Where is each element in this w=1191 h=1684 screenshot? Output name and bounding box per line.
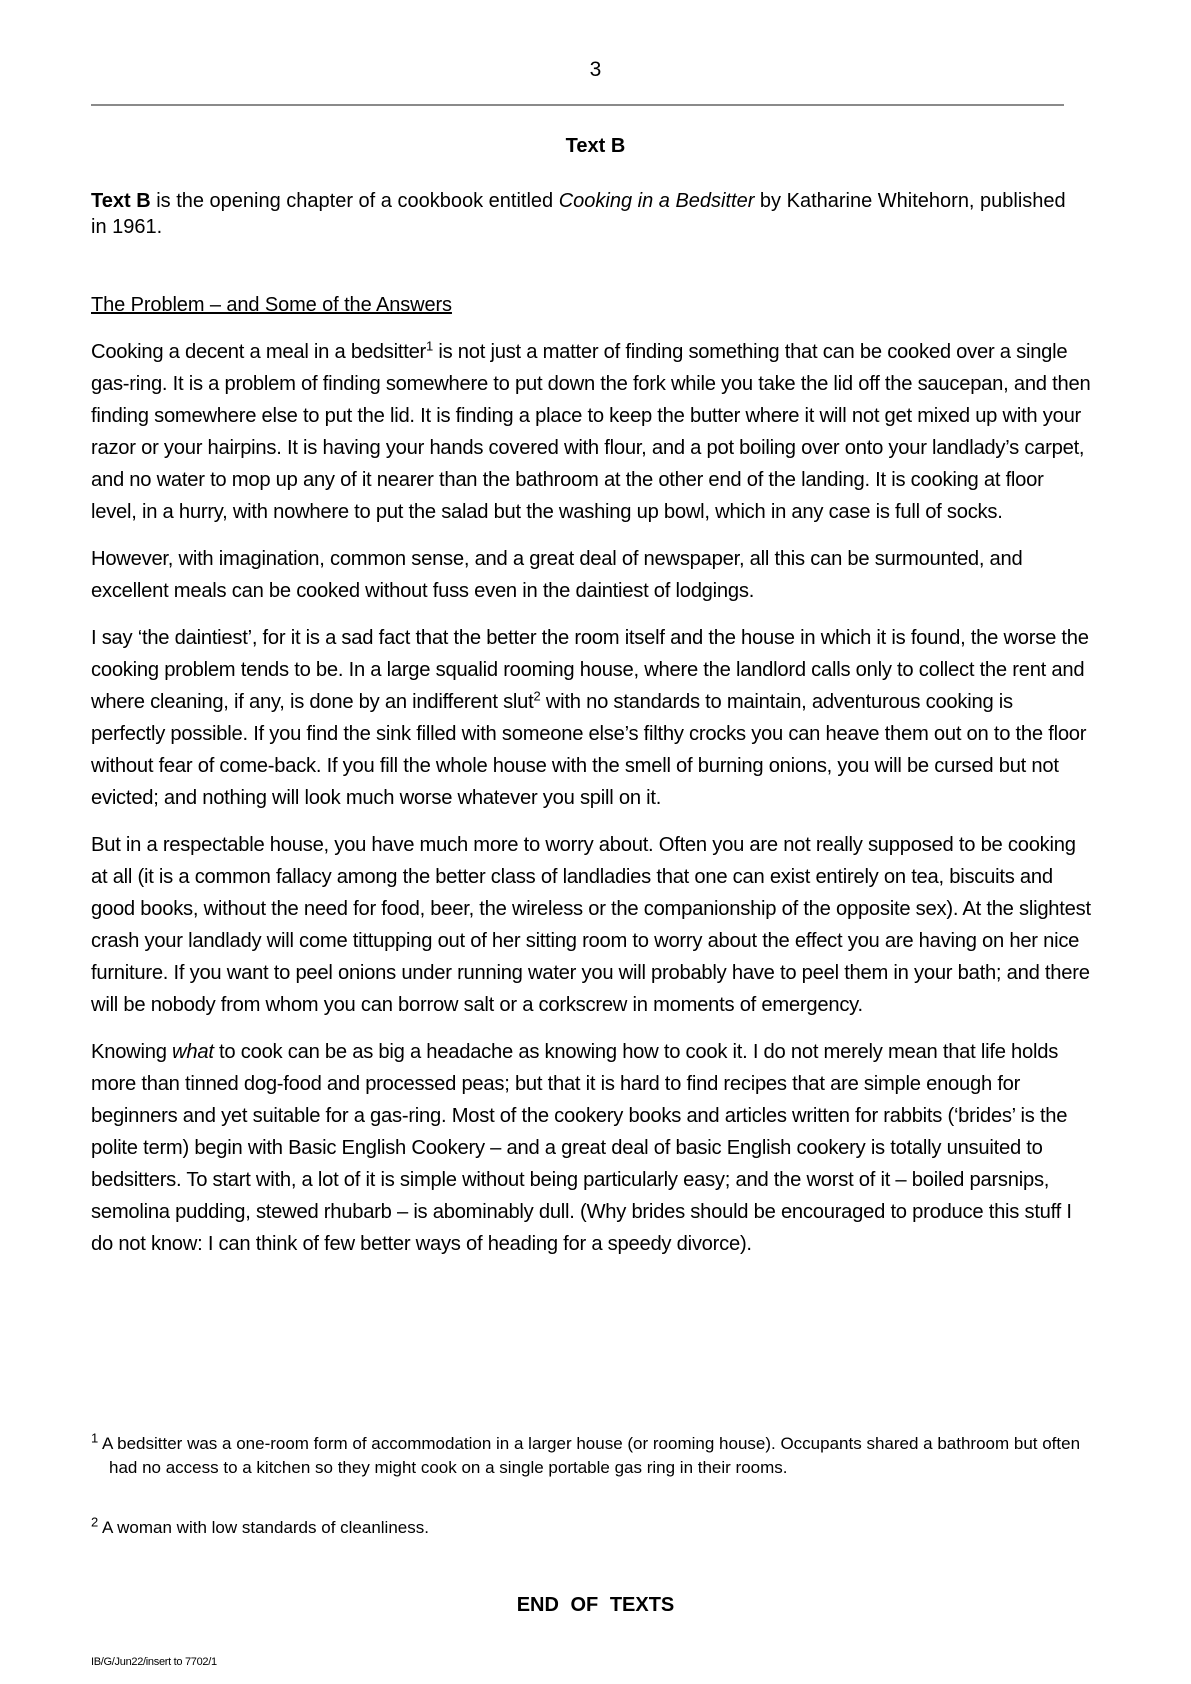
- footnote-ref-1: 1: [426, 338, 434, 354]
- intro-text-1: is the opening chapter of a cookbook entitled: [150, 190, 559, 212]
- footnote-text-2: A woman with low standards of cleanliness.: [98, 1518, 429, 1537]
- p3-text-b: with no standards to maintain, adventurous cooking is perfectly possible. If you find the sink filled with someone else’s filthy crocks you can heave them out on to the floor without fear of come-back. If you fill the whole house with the smell of burning onions, you will be cursed but not evicted; and nothing will look much worse whatever you spill on it.: [91, 691, 1087, 809]
- p1-text-b: is not just a matter of finding something that can be cooked over a single gas-ring. It is a problem of finding somewhere to put down the fork while you take the lid off the saucepan, and then finding somewhere else to put the lid. It is finding a place to keep the butter where it will not get mixed up with your razor or your hairpins. It is having your hands covered with flour, and a pot boiling over onto your landlady’s carpet, and no water to mop up any of it nearer than the bathroom at the other end of the landing. It is cooking at floor level, in a hurry, with nowhere to put the salad but the washing up bowl, which in any case is full of socks.: [91, 341, 1091, 523]
- paragraph-1: [91, 336, 1091, 528]
- p5-text-b: to cook can be as big a headache as knowing how to cook it. I do not merely mean that life holds more than tinned dog-food and processed peas; but that it is hard to find recipes that are simple enough for beginners and yet suitable for a gas-ring. Most of the cookery books and articles written for rabbits (‘brides’ is the polite term) begin with Basic English Cookery – and a great deal of basic English cookery is totally unsuited to bedsitters. To start with, a lot of it is simple without being particularly easy; and the worst of it – boiled parsnips, semolina pudding, stewed rhubarb – is abominably dull. (Why brides should be encouraged to produce this stuff I do not know: I can think of few better ways of heading for a speedy divorce).: [91, 1041, 1072, 1255]
- intro-paragraph: [91, 188, 1081, 240]
- footnote-marker-2: 2: [91, 1514, 99, 1530]
- paragraph-3: [91, 622, 1091, 814]
- paragraph-5: [91, 1036, 1091, 1260]
- footnote-ref-2: 2: [533, 688, 541, 704]
- footer-code: IB/G/Jun22/insert to 7702/1: [91, 1656, 217, 1668]
- p1-text-a: Cooking a decent a meal in a bedsitter: [91, 341, 427, 363]
- footnote-1: [91, 1432, 1091, 1480]
- end-of-texts: END OF TEXTS: [516, 1594, 675, 1616]
- chapter-title: The Problem – and Some of the Answers: [91, 294, 452, 316]
- intro-text-2: by Katharine Whitehorn, published in 1961.: [91, 190, 1066, 238]
- footnote-2: [91, 1516, 1091, 1540]
- page-number: 3: [589, 58, 602, 81]
- p5-emphasis: what: [172, 1041, 214, 1063]
- text-heading: Text B: [565, 135, 626, 157]
- p3-text-a: I say ‘the daintiest’, for it is a sad fact that the better the room itself and the house in which it is found, the worse the cooking problem tends to be. In a large squalid rooming house, where the landlord calls only to collect the rent and where cleaning, if any, is done by an indifferent slut: [91, 627, 1089, 713]
- paragraph-4: But in a respectable house, you have much more to worry about. Often you are not really supposed to be cooking at all (it is a common fallacy among the better class of landladies that one can exist entirely on tea, biscuits and good books, without the need for food, beer, the wireless or the companionship of the opposite sex). At the slightest crash your landlady will come tittupping out of her sitting room to worry about the effect you are having on her nice furniture. If you want to peel onions under running water you will probably have to peel them in your bath; and there will be nobody from whom you can borrow salt or a corkscrew in moments of emergency.: [91, 834, 1091, 1016]
- book-title: Cooking in a Bedsitter: [558, 190, 755, 212]
- body-text: [91, 336, 1091, 1275]
- paragraph-2: However, with imagination, common sense, and a great deal of newspaper, all this can be surmounted, and excellent meals can be cooked without fuss even in the daintiest of lodgings.: [91, 548, 1023, 602]
- footnote-marker-1: 1: [91, 1430, 99, 1446]
- footnote-text-1: A bedsitter was a one-room form of accommodation in a larger house (or rooming house). Occupants shared a bathroom but often had no access to a kitchen so they might cook on a single portable gas ring in their rooms.: [98, 1434, 1081, 1477]
- p5-text-a: Knowing: [91, 1041, 173, 1063]
- header-rule: [91, 104, 1064, 106]
- intro-label: Text B: [91, 190, 151, 212]
